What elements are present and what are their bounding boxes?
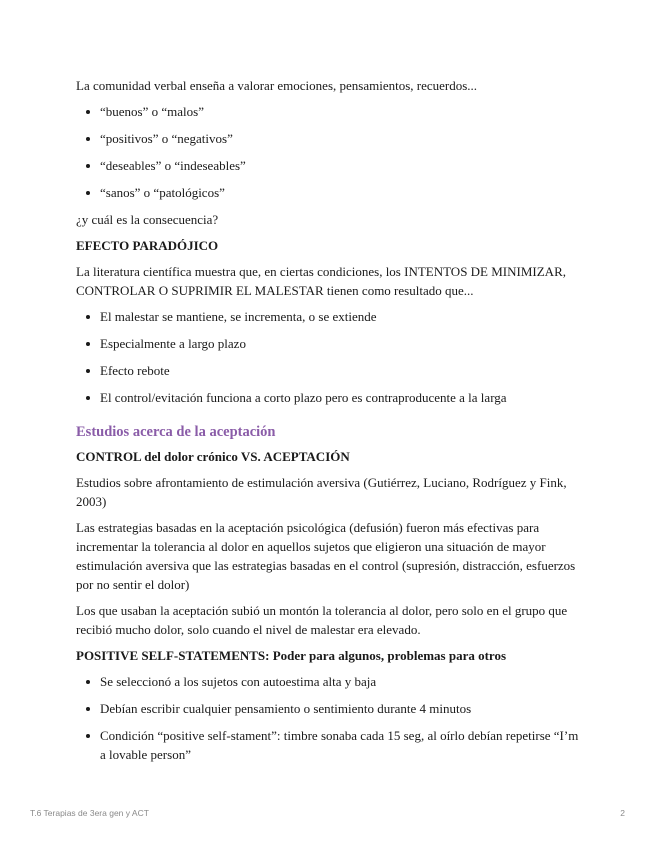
values-list [76,102,581,202]
effect-paragraph: La literatura científica muestra que, en ciertas condiciones, los INTENTOS DE MINIMIZAR, CONTROLAR O SUPRIMIR EL MALESTAR tienen como resultado que... [76,264,566,298]
page-number: 2 [620,808,625,818]
study-paragraph-1: Estudios sobre afrontamiento de estimulación aversiva (Gutiérrez, Luciano, Rodríguez y Fink, 2003) [76,475,567,509]
section-title: Estudios acerca de la aceptación [76,424,276,440]
list-item: “deseables” o “indeseables” [100,156,581,175]
study-paragraph-2: Las estrategias basadas en la aceptación psicológica (defusión) fueron más efectivas para incrementar la tolerancia al dolor en aquellos sujetos que eligieron una situación de mayor estimulación aversiva que las estrategias basadas en el control (supresión, distracción, esfuerzos por no sentir el dolor) [76,520,576,592]
list-item: Debían escribir cualquier pensamiento o sentimiento durante 4 minutos [100,699,581,718]
effect-list [76,307,581,407]
question-paragraph: ¿y cuál es la consecuencia? [76,212,219,227]
list-item: “buenos” o “malos” [100,102,581,121]
list-item: El control/evitación funciona a corto plazo pero es contraproducente a la larga [100,388,581,407]
study-paragraph-3: Los que usaban la aceptación subió un montón la tolerancia al dolor, pero solo en el grupo que recibió mucho dolor, solo cuando el nivel de malestar era elevado. [76,603,568,637]
control-heading: CONTROL del dolor crónico VS. ACEPTACIÓN [76,449,350,464]
list-item: El malestar se mantiene, se incrementa, o se extiende [100,307,581,326]
list-item: Se seleccionó a los sujetos con autoestima alta y baja [100,672,581,691]
document-page [76,76,581,772]
effect-heading: EFECTO PARADÓJICO [76,238,219,253]
list-item: “sanos” o “patológicos” [100,183,581,202]
list-item: “positivos” o “negativos” [100,129,581,148]
list-item: Condición “positive self-stament”: timbre sonaba cada 15 seg, al oírlo debían repetirse “I’m a lovable person” [100,726,581,764]
self-statements-list [76,672,581,764]
list-item: Efecto rebote [100,361,581,380]
list-item: Especialmente a largo plazo [100,334,581,353]
self-statements-heading: POSITIVE SELF-STATEMENTS: Poder para algunos, problemas para otros [76,648,507,663]
intro-paragraph: La comunidad verbal enseña a valorar emociones, pensamientos, recuerdos... [76,78,478,93]
footer-title: T.6 Terapias de 3era gen y ACT [30,808,149,818]
